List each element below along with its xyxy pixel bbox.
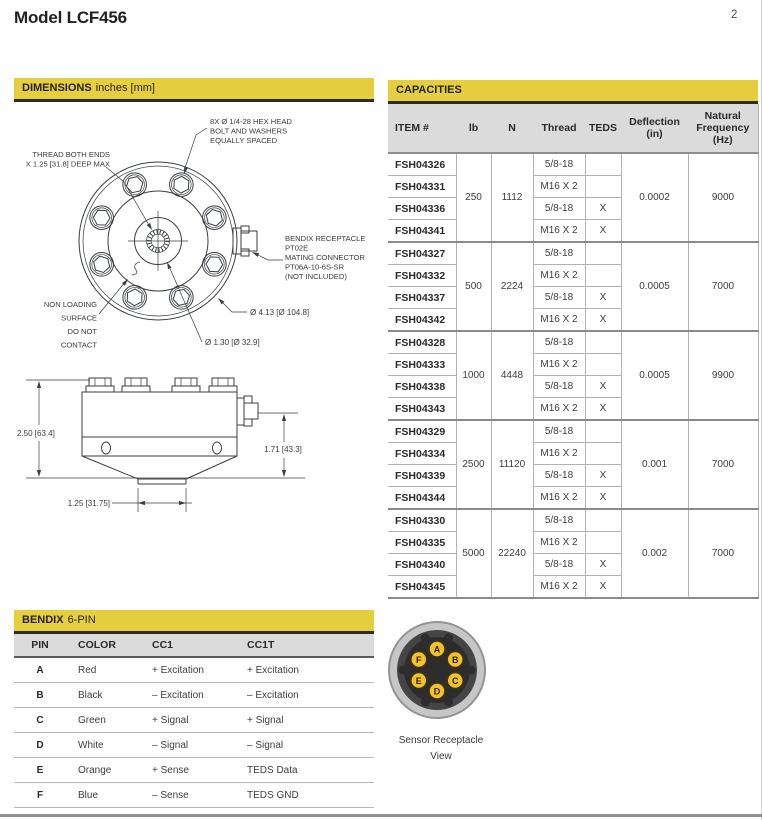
- bendix-cell: + Sense: [140, 758, 235, 783]
- capacities-table: [388, 104, 759, 599]
- capacities-cell: FSH04342: [395, 313, 446, 326]
- capacities-cell: FSH04338: [388, 376, 456, 398]
- capacities-cell: 0.0005: [621, 331, 688, 420]
- bendix-row: [14, 783, 374, 808]
- capacities-cell: [585, 443, 621, 465]
- capacities-cell: 5/8-18: [533, 242, 585, 265]
- capacities-cell: X: [585, 220, 621, 243]
- capacities-cell: 4448: [491, 331, 533, 420]
- capacities-cell: M16 X 2: [533, 309, 585, 332]
- bendix-cell: B: [14, 683, 66, 708]
- capacities-cell: FSH04345: [395, 580, 446, 593]
- col-frequency-line3: (Hz): [712, 134, 733, 146]
- capacities-cell: FSH04328: [388, 331, 456, 354]
- capacities-cell: 0.0005: [621, 242, 688, 331]
- capacities-cell: X: [585, 376, 621, 398]
- side-view: [17, 378, 305, 512]
- bendix-cell: A: [14, 657, 66, 683]
- capacities-cell: 5/8-18: [533, 287, 585, 309]
- sensor-receptacle-graphic: [383, 615, 499, 727]
- connector-height-label: 1.71 [43.3]: [264, 445, 302, 454]
- hub-width-label: 1.25 [31.75]: [67, 499, 110, 508]
- bendix-row: [14, 758, 374, 783]
- non-loading-line2: SURFACE: [61, 313, 97, 323]
- col-n: N: [491, 104, 533, 153]
- bendix-cell: + Signal: [140, 708, 235, 733]
- capacities-cell: FSH04329: [388, 420, 456, 443]
- capacities-cell: 9900: [688, 331, 758, 420]
- non-loading-line1: NON LOADING: [43, 300, 97, 309]
- receptacle-note-line3: MATING CONNECTOR: [285, 253, 365, 262]
- dimensions-drawing: [14, 104, 374, 609]
- receptacle-pin-d: [429, 683, 445, 699]
- capacities-cell: 0.001: [621, 420, 688, 509]
- col-cc1t: CC1T: [235, 634, 374, 657]
- receptacle-note-line5: (NOT INCLUDED): [285, 272, 347, 281]
- capacities-cell: X: [585, 465, 621, 487]
- col-deflection-line2: (in): [646, 128, 663, 140]
- capacities-cell: FSH04330: [388, 509, 456, 532]
- bendix-table: [14, 634, 374, 808]
- capacities-cell: M16 X 2: [533, 576, 585, 599]
- capacities-cell: 5/8-18: [533, 153, 585, 176]
- bendix-cell: TEDS Data: [235, 758, 374, 783]
- bendix-cell: Red: [66, 657, 140, 683]
- bendix-cell: – Excitation: [235, 683, 374, 708]
- bendix-cell: – Signal: [235, 733, 374, 758]
- capacities-cell: M16 X 2: [533, 532, 585, 554]
- capacities-cell: 0.002: [621, 509, 688, 598]
- capacities-cell: 5/8-18: [533, 465, 585, 487]
- capacities-cell: [585, 242, 621, 265]
- bendix-cell: TEDS GND: [235, 783, 374, 808]
- capacities-cell: M16 X 2: [533, 265, 585, 287]
- capacities-row: [388, 331, 758, 354]
- capacities-cell: 5/8-18: [533, 554, 585, 576]
- col-cc1: CC1: [140, 634, 235, 657]
- capacities-tbody: [388, 153, 758, 598]
- capacities-cell: M16 X 2: [533, 398, 585, 421]
- receptacle-note-line4: PT06A-10-6S-SR: [285, 262, 345, 272]
- bendix-cell: + Excitation: [140, 657, 235, 683]
- capacities-cell: 1000: [456, 331, 491, 420]
- capacities-table-header: [388, 104, 758, 153]
- receptacle-pin-c: [447, 673, 463, 689]
- capacities-cell: FSH04331: [388, 176, 456, 198]
- col-item: ITEM #: [388, 104, 456, 153]
- non-loading-squiggle: [132, 262, 140, 275]
- bendix-cell: White: [66, 733, 140, 758]
- capacities-header-title: CAPACITIES: [396, 84, 462, 96]
- receptacle-pin-e: [411, 673, 427, 689]
- bendix-row: [14, 683, 374, 708]
- capacities-cell: 7000: [688, 509, 758, 598]
- total-height-label: 2.50 [63.4]: [17, 429, 55, 438]
- capacities-cell: 250: [456, 153, 491, 242]
- receptacle-pin-f: [411, 652, 427, 668]
- bendix-cell: – Sense: [140, 783, 235, 808]
- svg-text:F: F: [416, 655, 422, 665]
- capacities-cell: M16 X 2: [533, 176, 585, 198]
- col-frequency: [688, 104, 758, 153]
- capacities-cell: FSH04332: [388, 265, 456, 287]
- bendix-cell: + Excitation: [235, 657, 374, 683]
- bendix-cell: D: [14, 733, 66, 758]
- bendix-row: [14, 733, 374, 758]
- capacities-cell: 9000: [688, 153, 758, 242]
- capacities-cell: FSH04344: [395, 491, 446, 504]
- bendix-cell: + Signal: [235, 708, 374, 733]
- bendix-header-title: BENDIX: [22, 614, 64, 626]
- receptacle-note-line2: PT02E: [285, 243, 309, 253]
- capacities-cell: 1112: [491, 153, 533, 242]
- col-pin: PIN: [14, 634, 66, 657]
- capacities-cell: FSH04337: [388, 287, 456, 309]
- bendix-cell: Green: [66, 708, 140, 733]
- capacities-cell: 7000: [688, 420, 758, 509]
- capacities-cell: 5000: [456, 509, 491, 598]
- capacities-cell: X: [585, 309, 621, 332]
- capacities-section-header: [388, 80, 758, 104]
- receptacle-pin-a: [429, 641, 445, 657]
- svg-text:D: D: [433, 686, 441, 697]
- capacities-cell: FSH04343: [395, 402, 446, 415]
- capacities-cell: M16 X 2: [533, 220, 585, 243]
- bendix-header-subtitle: 6-PIN: [67, 614, 96, 626]
- capacities-cell: FSH04336: [388, 198, 456, 220]
- bolt-note-line2: BOLT AND WASHERS: [210, 126, 288, 136]
- page-bottom-edge: [0, 814, 762, 817]
- capacities-cell: X: [585, 576, 621, 599]
- capacities-cell: FSH04327: [388, 242, 456, 265]
- col-thread: Thread: [533, 104, 585, 153]
- capacities-cell: M16 X 2: [533, 354, 585, 376]
- capacities-cell: 2224: [491, 242, 533, 331]
- bendix-cell: – Excitation: [140, 683, 235, 708]
- capacities-cell: X: [585, 198, 621, 220]
- capacities-cell: 0.0002: [621, 153, 688, 242]
- capacities-cell: 5/8-18: [533, 331, 585, 354]
- bendix-cell: C: [14, 708, 66, 733]
- capacities-cell: X: [585, 487, 621, 510]
- col-teds: TEDS: [585, 104, 621, 153]
- capacities-cell: [585, 265, 621, 287]
- capacities-cell: [585, 509, 621, 532]
- capacities-cell: FSH04341: [395, 224, 446, 237]
- capacities-cell: [585, 331, 621, 354]
- capacities-cell: 7000: [688, 242, 758, 331]
- capacities-cell: 5/8-18: [533, 198, 585, 220]
- col-frequency-line2: Frequency: [696, 122, 750, 134]
- bendix-tbody: [14, 657, 374, 808]
- capacities-cell: [585, 354, 621, 376]
- bendix-section-header: [14, 610, 374, 634]
- capacities-cell: X: [585, 398, 621, 421]
- bendix-cell: Orange: [66, 758, 140, 783]
- col-deflection: [621, 104, 688, 153]
- dimensions-section-header: [14, 78, 374, 102]
- capacities-cell: FSH04326: [388, 153, 456, 176]
- capacities-cell: M16 X 2: [533, 443, 585, 465]
- bendix-cell: Blue: [66, 783, 140, 808]
- bolt-note-line3: EQUALLY SPACED: [210, 136, 278, 145]
- dimensions-header-units: inches [mm]: [95, 82, 155, 94]
- bendix-cell: E: [14, 758, 66, 783]
- capacities-cell: 22240: [491, 509, 533, 598]
- svg-text:A: A: [433, 644, 441, 655]
- bendix-table-header: [14, 634, 374, 657]
- receptacle-note-line1: BENDIX RECEPTACLE: [285, 234, 366, 243]
- capacities-cell: [585, 532, 621, 554]
- capacities-cell: 5/8-18: [533, 376, 585, 398]
- svg-text:B: B: [451, 655, 459, 665]
- capacities-row: [388, 153, 758, 176]
- bendix-row: [14, 657, 374, 683]
- thread-note-line2: X 1.25 [31.8] DEEP MAX: [25, 159, 110, 169]
- non-loading-line3: DO NOT: [67, 327, 97, 336]
- bendix-cell: F: [14, 783, 66, 808]
- side-receptacle-stub: [237, 396, 258, 426]
- capacities-cell: FSH04339: [388, 465, 456, 487]
- capacities-cell: X: [585, 554, 621, 576]
- center-diameter-label: Ø 1.30 [Ø 32.9]: [205, 338, 260, 347]
- col-frequency-line1: Natural: [704, 110, 741, 122]
- dimensions-header-title: DIMENSIONS: [22, 82, 92, 94]
- capacities-cell: 11120: [491, 420, 533, 509]
- svg-text:E: E: [415, 676, 422, 686]
- receptacle-caption-line2: View: [430, 751, 452, 762]
- col-color: COLOR: [66, 634, 140, 657]
- capacities-cell: FSH04335: [388, 532, 456, 554]
- col-lb: lb: [456, 104, 491, 153]
- thread-note-line1: THREAD BOTH ENDS: [32, 150, 110, 159]
- outer-diameter-label: Ø 4.13 [Ø 104.8]: [250, 308, 310, 317]
- capacities-cell: FSH04333: [388, 354, 456, 376]
- capacities-cell: FSH04334: [388, 443, 456, 465]
- capacities-cell: 500: [456, 242, 491, 331]
- svg-text:C: C: [451, 676, 459, 686]
- bendix-cell: Black: [66, 683, 140, 708]
- page-title: Model LCF456: [14, 8, 127, 27]
- capacities-cell: [585, 176, 621, 198]
- capacities-row: [388, 420, 758, 443]
- capacities-cell: FSH04340: [388, 554, 456, 576]
- page-number: 2: [731, 9, 738, 21]
- receptacle-pin-b: [447, 652, 463, 668]
- capacities-row: [388, 509, 758, 532]
- receptacle-caption-line1: Sensor Receptacle: [398, 735, 484, 746]
- capacities-row: [388, 242, 758, 265]
- bendix-row: [14, 708, 374, 733]
- non-loading-line4: CONTACT: [60, 340, 97, 350]
- capacities-cell: M16 X 2: [533, 487, 585, 510]
- capacities-cell: X: [585, 287, 621, 309]
- capacities-cell: 2500: [456, 420, 491, 509]
- bolt-note-line1: 8X Ø 1/4-28 HEX HEAD: [210, 117, 292, 126]
- side-top-bolts: [86, 378, 237, 392]
- capacities-cell: [585, 420, 621, 443]
- receptacle-caption: [383, 733, 499, 765]
- capacities-cell: 5/8-18: [533, 420, 585, 443]
- capacities-cell: [585, 153, 621, 176]
- col-deflection-line1: Deflection: [629, 116, 680, 128]
- bendix-cell: – Signal: [140, 733, 235, 758]
- flange-view: [26, 117, 366, 350]
- capacities-cell: 5/8-18: [533, 509, 585, 532]
